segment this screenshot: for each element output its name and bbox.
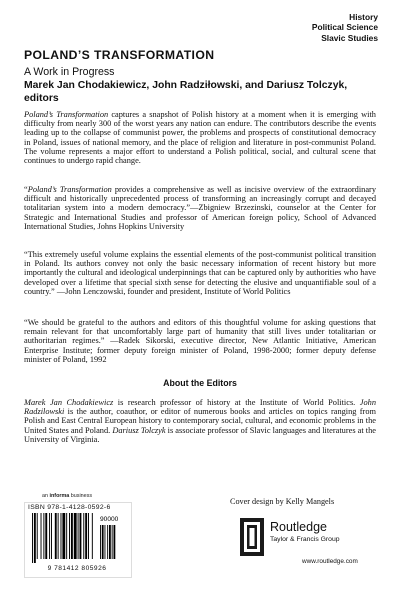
barcode-bar: [58, 513, 59, 559]
barcode-bar: [61, 513, 62, 559]
barcode-bar: [109, 525, 111, 559]
isbn-line: [28, 504, 111, 511]
editor-bio-3: is associate professor of Slavic languages and literatures at the University of Virginia.: [24, 425, 376, 444]
informa-suffix: business: [69, 493, 93, 499]
barcode-bar: [74, 513, 77, 559]
subject-slavic-studies: Slavic Studies: [321, 32, 378, 43]
publisher-website: www.routledge.com: [302, 558, 358, 565]
barcode-bar: [62, 513, 65, 559]
about-paragraph: [24, 398, 376, 444]
informa-brand: informa: [49, 493, 70, 499]
barcode-bar: [105, 525, 106, 559]
informa-business-tag: [42, 493, 92, 499]
barcode-bar: [55, 513, 57, 559]
informa-prefix: an: [42, 493, 50, 499]
quote-open-mark: “: [24, 185, 28, 194]
barcode-bar: [100, 525, 101, 559]
editor-bio-1: is research professor of history at the Institute of World Politics.: [113, 398, 360, 407]
quote-sikorski: [24, 318, 376, 364]
editor-name-2: John Radzilowski: [24, 398, 376, 417]
barcode-bar: [69, 513, 70, 559]
editor-bio-2: is the author, coauthor, or editor of numerous books and articles on topics ranging from Polish and East Central European history to contemporary social, cultural, and economic problems in the United States and Poland.: [24, 407, 376, 435]
routledge-logo-icon: [240, 518, 264, 556]
barcode-bar: [102, 525, 104, 559]
barcode-bar: [85, 513, 87, 559]
isbn-text: ISBN 978-1-4128-0592-6: [28, 504, 111, 511]
barcode-bar: [51, 513, 52, 559]
barcode-bar: [32, 513, 33, 563]
quote-text: “We should be grateful to the authors and editors of this thoughtful volume for asking questions that remain relevant for that uncomfortably large part of humanity that still lives under totalitarian or authoritarian regimes.” —Radek Sikorski, executive director, New Atlantic Initiative, American Enterprise Institute; former deputy foreign minister of Poland, 1998-2000; former deputy defense minister of Poland, 1992: [24, 318, 376, 364]
barcode-bar: [66, 513, 67, 559]
barcode-digits: 9 781412 805926: [47, 565, 107, 572]
about-heading: About the Editors: [163, 378, 237, 388]
barcode-bar: [88, 513, 89, 559]
barcode-bar: [80, 513, 82, 559]
barcode-bar: [78, 513, 79, 559]
book-subtitle: A Work in Progress: [24, 66, 115, 78]
barcode-bar: [114, 525, 116, 559]
description-text: captures a snapshot of Polish history at a moment when it is emerging with difficulty from nearly 300 of the worst years any nation can endure. The contributors describe the events leading up to the collapse of communist power, the problems and prospects of constitutional democracy in Poland, issues of national memory, and the place of religion and literature in post-communist Poland. The volume represents a major effort to understand a Polish political, social, and cultural scene that continues to undergo rapid change.: [24, 110, 376, 166]
barcode-bar: [83, 513, 84, 559]
barcode-bar: [92, 513, 93, 559]
book-title: POLAND’S TRANSFORMATION: [24, 48, 215, 62]
barcode-bar: [71, 513, 73, 559]
barcode-bar: [49, 513, 50, 559]
barcode-bar: [112, 525, 113, 559]
barcode-bar: [43, 513, 44, 559]
book-editors: Marek Jan Chodakiewicz, John Radziłowski, and Dariusz Tolczyk, editors: [24, 80, 348, 104]
quote-text: “This extremely useful volume explains the essential elements of the post-communist political transition in Poland. Its authors convey not only the basic necessary information of recent history but more importantly the cultural and ideological underpinnings that can be captured only by authorities who have developed over a lifetime that special sixth sense for detecting the elusive and unquantifiable soul of a country.” —John Lenczowski, founder and president, Institute of World Politics: [24, 250, 376, 296]
quote-brzezinski: [24, 185, 376, 231]
publisher-name: Routledge: [270, 520, 327, 534]
subject-categories: [312, 12, 378, 43]
description-title-italic: Poland’s Transformation: [24, 110, 109, 119]
cover-design-credit: Cover design by Kelly Mangels: [230, 497, 335, 506]
publisher-group: Taylor & Francis Group: [270, 536, 340, 543]
description-paragraph: [24, 110, 376, 165]
barcode-bar: [107, 525, 108, 559]
editor-name-3: Dariusz Tolczyk: [112, 425, 166, 435]
quote-lenczowski: [24, 250, 376, 296]
quote-title-italic: Poland’s Transformation: [27, 185, 112, 194]
barcode-bar: [34, 513, 36, 563]
barcode-bar: [37, 513, 38, 559]
barcode-bar: [41, 513, 42, 559]
barcode-bar: [45, 513, 47, 559]
subject-political-science: Political Science: [311, 22, 378, 33]
quote-text: provides a comprehensive as well as incisive overview of the extraordinary difficult and historically unprecedented process of transforming an increasingly corrupt and decayed totalitarian system into a modern democracy.”—Zbigniew Brzezinski, counselor at the Center for Strategic and International Studies and professor of American foreign policy, School of Advanced International Studies, Johns Hopkins University: [24, 185, 376, 231]
barcode-image: [30, 513, 126, 565]
subject-history: History: [349, 12, 378, 22]
editor-name-1: Marek Jan Chodakiewicz: [24, 398, 114, 407]
price-code: 90000: [100, 516, 119, 523]
